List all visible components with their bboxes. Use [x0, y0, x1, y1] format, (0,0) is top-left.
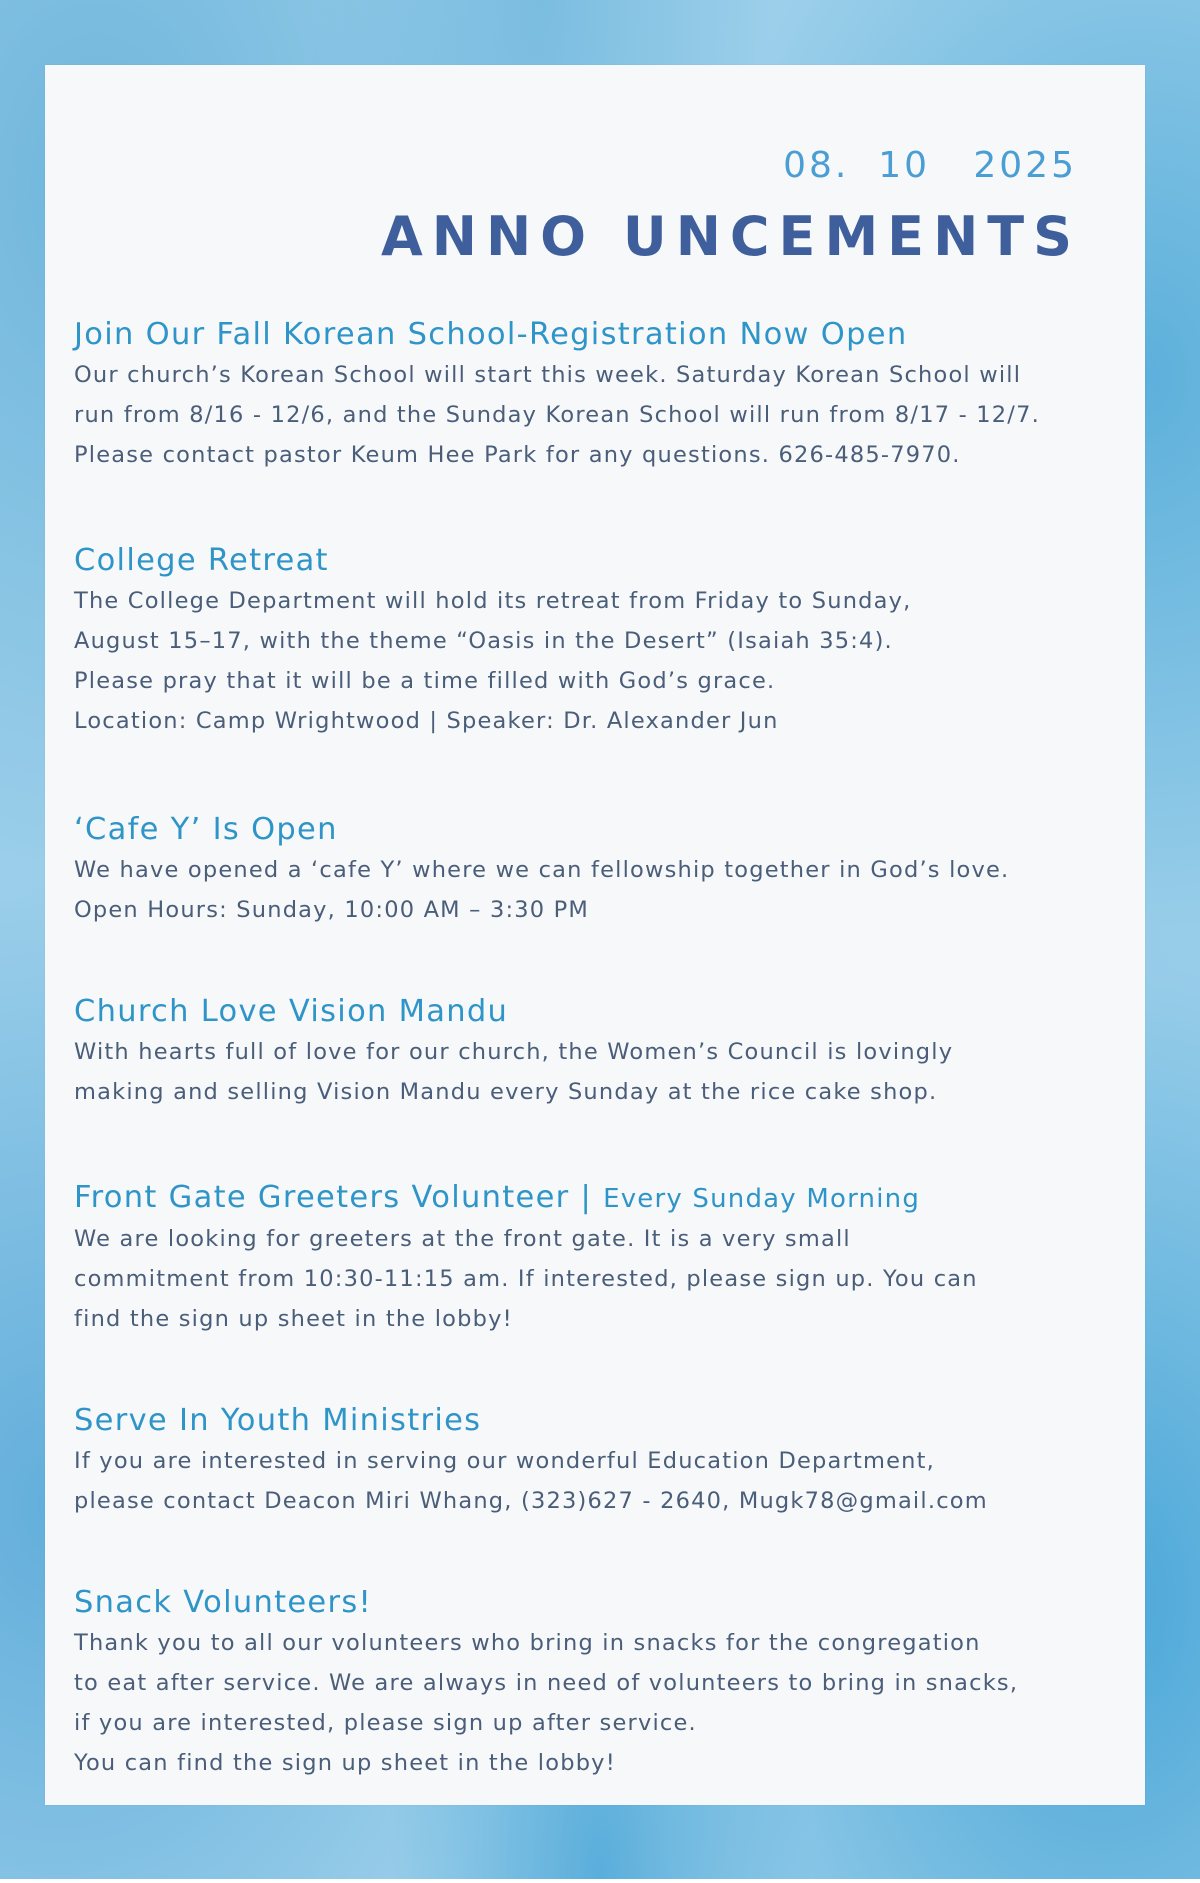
- body-line: We are looking for greeters at the front gate. It is a very small: [74, 1226, 851, 1252]
- announcement-heading: Serve In Youth Ministries: [74, 1403, 482, 1438]
- announcement-body: [74, 1032, 1134, 1112]
- announcement-sheet: [45, 65, 1145, 1805]
- bulletin-date: 08. 10 2025: [783, 145, 1077, 186]
- announcement-front-gate-greeters: [74, 1178, 1134, 1339]
- heading-subtitle: Every Sunday Morning: [603, 1184, 921, 1214]
- body-line: run from 8/16 - 12/6, and the Sunday Korean School will run from 8/17 - 12/7.: [74, 402, 1040, 428]
- page-title: ANNO UNCEMENTS: [381, 205, 1081, 268]
- body-line: please contact Deacon Miri Whang, (323)627 - 2640, Mugk78@gmail.com: [74, 1488, 988, 1514]
- body-line: August 15–17, with the theme “Oasis in the Desert” (Isaiah 35:4).: [74, 628, 893, 654]
- announcement-body: [74, 581, 1134, 741]
- body-line: commitment from 10:30-11:15 am. If interested, please sign up. You can: [74, 1266, 978, 1292]
- announcement-body: [74, 355, 1134, 475]
- body-line: Please contact pastor Keum Hee Park for any questions. 626-485-7970.: [74, 442, 961, 468]
- announcement-body: [74, 1219, 1134, 1339]
- announcement-cafe-y: [74, 810, 1134, 930]
- body-line: to eat after service. We are always in need of volunteers to bring in snacks,: [74, 1670, 1019, 1696]
- announcement-body: [74, 1441, 1134, 1521]
- body-line: Please pray that it will be a time filled with God’s grace.: [74, 668, 776, 694]
- body-line: making and selling Vision Mandu every Sunday at the rice cake shop.: [74, 1079, 938, 1105]
- body-line: find the sign up sheet in the lobby!: [74, 1306, 513, 1332]
- announcement-youth-ministries: [74, 1401, 1134, 1521]
- announcement-heading: Join Our Fall Korean School-Registration Now Open: [74, 317, 908, 352]
- announcement-snack-volunteers: [74, 1583, 1134, 1783]
- announcement-heading: Snack Volunteers!: [74, 1585, 373, 1620]
- body-line: Our church’s Korean School will start this week. Saturday Korean School will: [74, 362, 1022, 388]
- announcement-heading: Church Love Vision Mandu: [74, 994, 509, 1029]
- heading-main: Front Gate Greeters Volunteer |: [74, 1180, 604, 1215]
- announcement-heading: College Retreat: [74, 543, 329, 578]
- announcement-body: [74, 1623, 1134, 1783]
- announcement-heading: [74, 1178, 1134, 1219]
- body-line: If you are interested in serving our wonderful Education Department,: [74, 1448, 935, 1474]
- body-line: The College Department will hold its retreat from Friday to Sunday,: [74, 588, 912, 614]
- announcement-vision-mandu: [74, 992, 1134, 1112]
- body-line: With hearts full of love for our church, the Women’s Council is lovingly: [74, 1039, 954, 1065]
- announcement-college-retreat: [74, 541, 1134, 741]
- announcement-heading: ‘Cafe Y’ Is Open: [74, 812, 338, 847]
- frame-edge: [0, 1879, 1200, 1883]
- body-line: if you are interested, please sign up after service.: [74, 1710, 697, 1736]
- body-line: Thank you to all our volunteers who bring in snacks for the congregation: [74, 1630, 981, 1656]
- body-line: Open Hours: Sunday, 10:00 AM – 3:30 PM: [74, 897, 590, 923]
- body-line: We have opened a ‘cafe Y’ where we can fellowship together in God’s love.: [74, 857, 1010, 883]
- body-line: Location: Camp Wrightwood | Speaker: Dr. Alexander Jun: [74, 708, 779, 734]
- announcement-korean-school: [74, 315, 1134, 475]
- announcement-body: [74, 850, 1134, 930]
- body-line: You can find the sign up sheet in the lobby!: [74, 1750, 616, 1776]
